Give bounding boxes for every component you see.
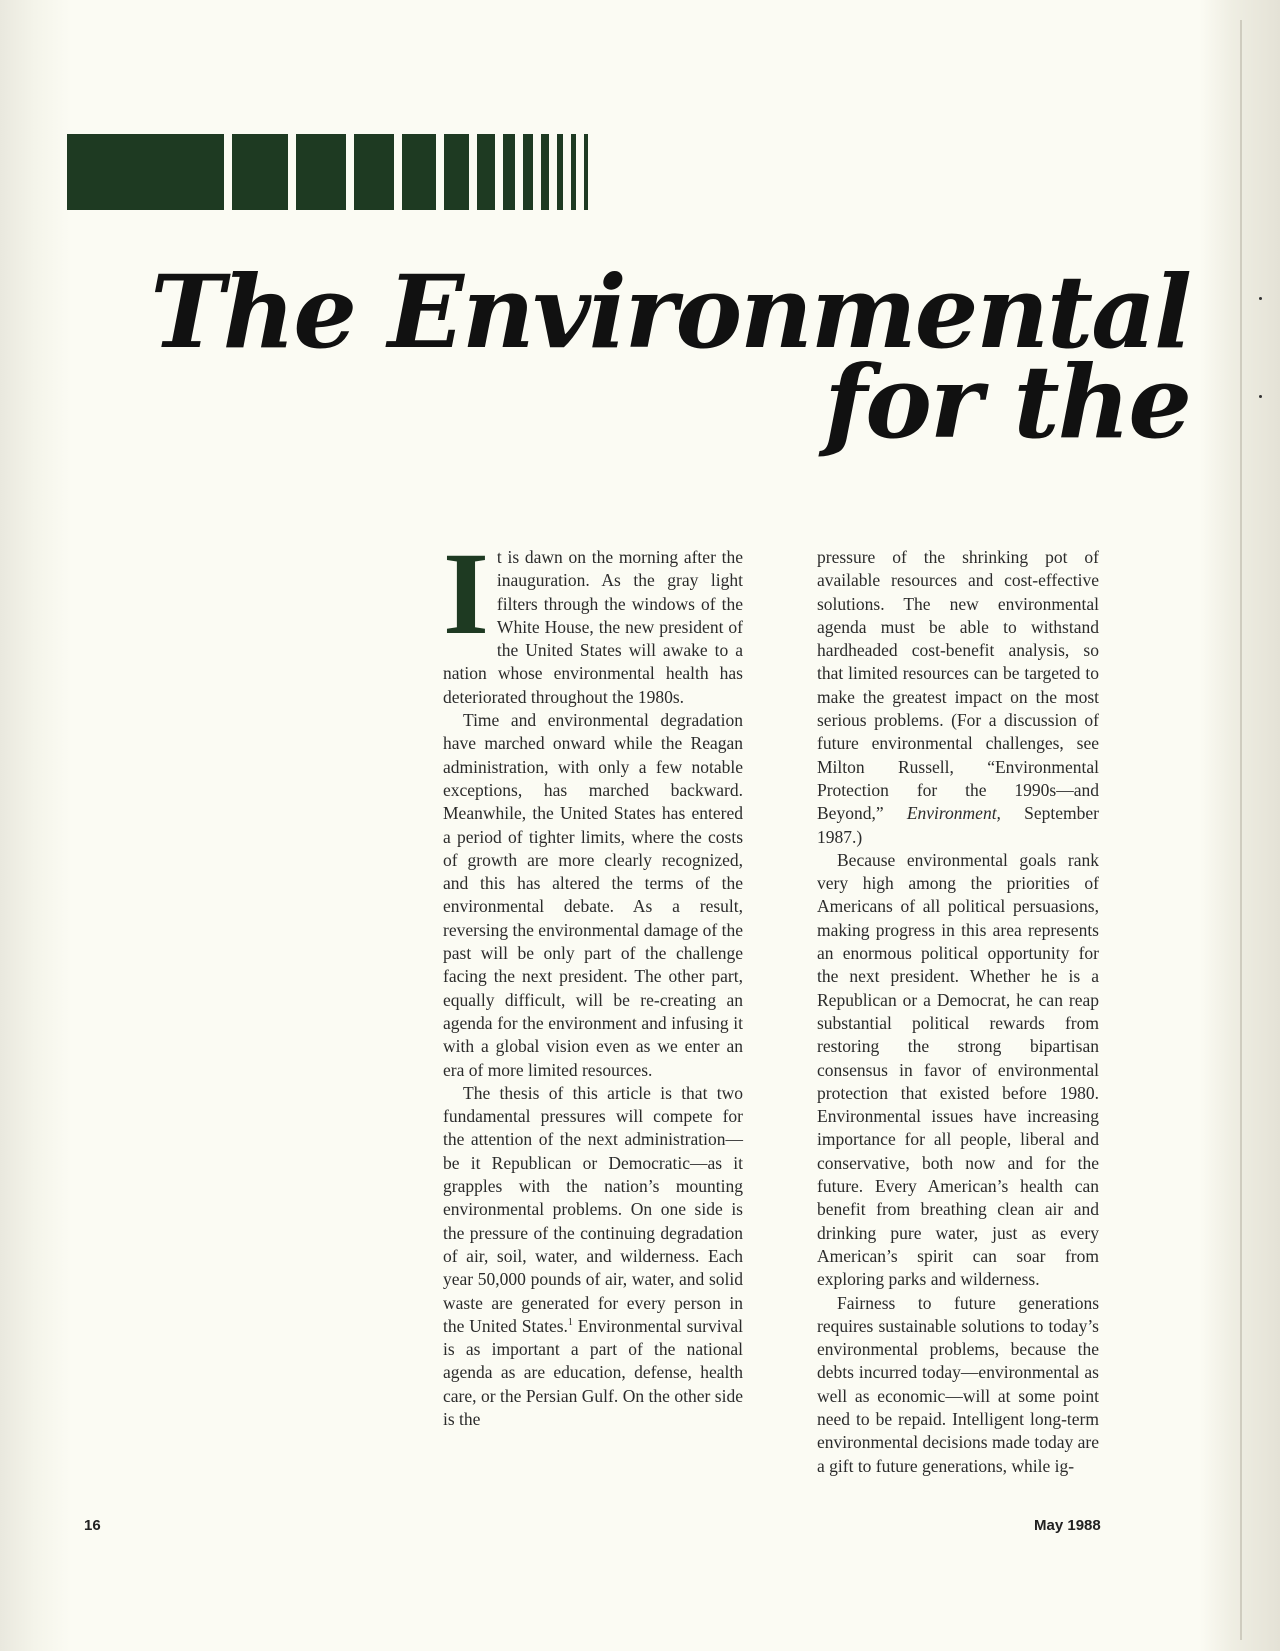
article-column-right <box>817 546 1099 1478</box>
drop-cap: I <box>443 528 489 659</box>
paragraph: pressure of the shrinking pot of available resources and cost-effective solutions. The new environmental agenda must be able to withstand hardheaded cost-benefit analysis, so that limited resources can be targeted to make the greatest impact on the most serious problems. (For a discussion of future environmental challenges, see Milton Russell, “Environmental Protection for the 1990s—and Beyond,” Environment, September 1987.) <box>817 547 1099 847</box>
footnote-marker: 1 <box>567 1316 573 1328</box>
header-bar <box>354 134 394 210</box>
header-bar <box>523 134 533 210</box>
journal-title: Environment, <box>906 803 1001 824</box>
header-bar <box>477 134 495 210</box>
paragraph: Fairness to future generations requires sustainable solutions to today’s environmental problems, because the debts incurred today—environmental as well as economic—will at some point need to be repaid. Intelligent long-term environmental decisions made today are a gift to future generations, while ig- <box>817 1292 1099 1476</box>
issue-date: May 1988 <box>1034 1517 1101 1534</box>
header-bar <box>503 134 515 210</box>
paragraph: Because environmental goals rank very high among the priorities of Americans of all political persuasions, making progress in this area represents an enormous political opportunity for the next president. Whether he is a Republican or a Democrat, he can reap substantial political rewards from restoring the strong bipartisan consensus in favor of environmental protection that existed before 1980. Environmental issues have increasing importance for all people, liberal and conservative, both now and for the future. Every American’s health can benefit from breathing clean air and drinking pure water, just as every American’s spirit can soar from exploring parks and wilderness. <box>817 849 1099 1290</box>
article-title-line-2: for the <box>824 343 1190 461</box>
gutter-fold-line <box>1240 20 1242 1640</box>
page-number: 16 <box>84 1517 101 1534</box>
header-bar <box>232 134 288 210</box>
gutter-mark <box>1259 395 1262 398</box>
header-graphic-bars <box>67 134 596 210</box>
header-bar <box>67 134 224 210</box>
header-bar <box>557 134 563 210</box>
header-bar <box>584 134 588 210</box>
article-title-line-1: The Environmental <box>150 253 1190 371</box>
header-bar <box>541 134 549 210</box>
header-bar <box>571 134 576 210</box>
paragraph: Time and environmental degradation have marched onward while the Reagan administration, with only a few notable exceptions, has marched backward. Meanwhile, the United States has entered a period of tighter limits, where the costs of growth are more clearly recognized, and this has altered the terms of the environmental debate. As a result, reversing the environmental damage of the past will be only part of the challenge facing the next president. The other part, equally difficult, will be re-creating an agenda for the environment and infusing it with a global vision even as we enter an era of more limited resources. <box>443 710 743 1080</box>
header-bar <box>296 134 346 210</box>
paragraph: The thesis of this article is that two fundamental pressures will compete for the attention of the next administration—be it Republican or Democratic—as it grapples with the nation’s mounting environmental problems. On one side is the pressure of the continuing degradation of air, soil, water, and wilderness. Each year 50,000 pounds of air, water, and solid waste are generated for every person in the United States.$^1$ Environmental survival is as important a part of the national agenda as are education, defense, health care, or the Persian Gulf. On the other side is the <box>443 1082 743 1429</box>
gutter-mark <box>1259 297 1262 300</box>
paragraph: It is dawn on the morning after the inauguration. As the gray light filters through the windows of the White House, the new president of the United States will awake to a nation whose environmental health has deteriorated throughout the 1980s. <box>443 528 743 707</box>
article-column-left <box>443 528 743 1431</box>
header-bar <box>444 134 469 210</box>
page-edge-shadow <box>0 0 70 1651</box>
header-bar <box>402 134 436 210</box>
